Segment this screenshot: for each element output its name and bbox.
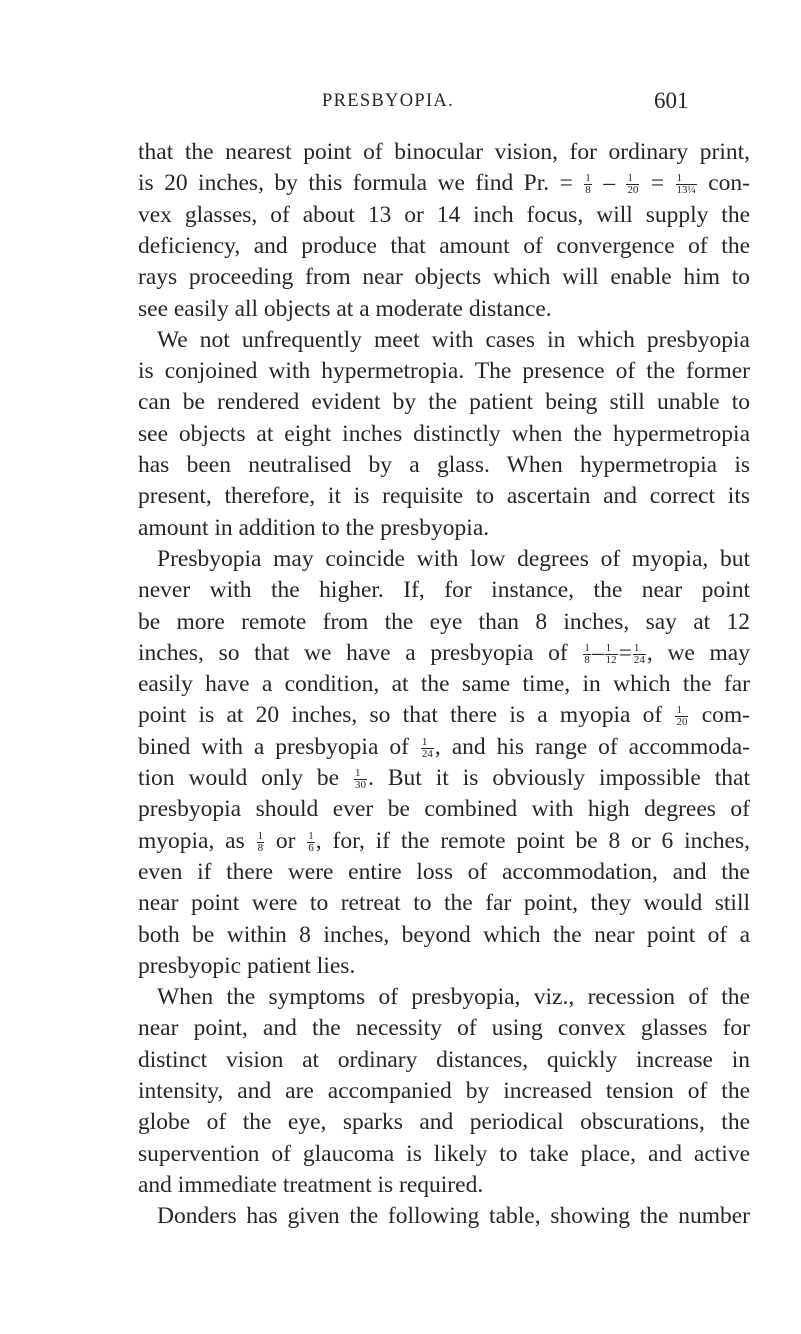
text-run: = bbox=[640, 170, 675, 196]
fraction-numerator: 1 bbox=[605, 643, 618, 655]
text-run: myopia, as bbox=[138, 828, 256, 854]
text-line: rays proceeding from near objects which will enable him to bbox=[138, 264, 750, 290]
fraction-denominator: 20 bbox=[676, 716, 688, 729]
fraction bbox=[354, 768, 367, 791]
fraction-numerator: 1 bbox=[308, 830, 314, 843]
text-run: . But it is obviously impossible that bbox=[368, 765, 750, 791]
text-line: and immediate treatment is required. bbox=[138, 1172, 484, 1198]
fraction bbox=[626, 173, 639, 196]
text-run: , for, if the remote point be 8 or 6 inches, bbox=[315, 828, 750, 854]
text-run: tion would only be bbox=[138, 765, 354, 791]
text-line: even if there were entire loss of accommodation, and the bbox=[138, 859, 750, 885]
fraction bbox=[583, 643, 591, 666]
fraction-denominator: 12 bbox=[605, 654, 617, 667]
fraction-numerator: 1 bbox=[633, 643, 646, 655]
page-number: 601 bbox=[654, 88, 689, 113]
fraction-denominator: 20 bbox=[627, 184, 639, 197]
fraction-numerator: 1 bbox=[675, 705, 688, 717]
text-line: is conjoined with hypermetropia. The presence of the former bbox=[138, 358, 750, 384]
fraction-denominator: 13¼ bbox=[676, 184, 696, 197]
text-line: near point were to retreat to the far point, they would still bbox=[138, 890, 750, 916]
fraction-numerator: 1 bbox=[585, 172, 591, 185]
fraction-denominator: 24 bbox=[633, 654, 645, 667]
text-line: present, therefore, it is requisite to ascertain and correct its bbox=[138, 483, 750, 509]
text-line: amount in addition to the presbyopia. bbox=[138, 515, 490, 541]
text-run: con- bbox=[697, 170, 750, 196]
fraction bbox=[633, 643, 646, 666]
text-run: is 20 inches, by this formula we find Pr. = bbox=[138, 170, 584, 196]
fraction-numerator: 1 bbox=[257, 830, 264, 843]
text-line bbox=[138, 827, 750, 855]
fraction-numerator: 1 bbox=[354, 768, 367, 780]
text-line: globe of the eye, sparks and periodical obscurations, the bbox=[138, 1109, 750, 1135]
text-run: , and his range of accommoda- bbox=[434, 734, 750, 760]
text-line: never with the higher. If, for instance, the near point bbox=[138, 577, 750, 603]
fraction-denominator: 30 bbox=[355, 779, 367, 792]
text-run: = bbox=[618, 640, 632, 666]
fraction bbox=[675, 705, 688, 728]
text-run: or bbox=[265, 828, 307, 854]
fraction bbox=[421, 737, 434, 760]
text-line bbox=[138, 639, 750, 667]
text-run: , we may bbox=[646, 640, 750, 666]
text-line: vex glasses, of about 13 or 14 inch focus, will supply the bbox=[138, 202, 750, 228]
fraction-denominator: 8 bbox=[257, 842, 264, 855]
fraction-denominator: 8 bbox=[585, 184, 591, 197]
text-line: be more remote from the eye than 8 inches, say at 12 bbox=[138, 609, 750, 635]
text-line: presbyopia should ever be combined with high degrees of bbox=[138, 796, 750, 822]
text-run: bined with a presbyopia of bbox=[138, 734, 420, 760]
text-line bbox=[138, 733, 750, 761]
fraction bbox=[676, 173, 697, 196]
text-line: presbyopic patient lies. bbox=[138, 953, 356, 979]
text-line: near point, and the necessity of using convex glasses for bbox=[138, 1015, 750, 1041]
fraction-denominator: 24 bbox=[421, 748, 433, 761]
fraction-numerator: 1 bbox=[676, 173, 697, 185]
text-line: distinct vision at ordinary distances, quickly increase in bbox=[138, 1047, 750, 1073]
fraction-numerator: 1 bbox=[584, 642, 590, 655]
running-head bbox=[0, 86, 801, 116]
fraction bbox=[584, 173, 592, 196]
text-run: com- bbox=[689, 702, 750, 728]
text-line: both be within 8 inches, beyond which the near point of a bbox=[138, 922, 750, 948]
text-line bbox=[138, 764, 750, 792]
text-line: deficiency, and produce that amount of convergence of the bbox=[138, 233, 750, 259]
fraction bbox=[307, 831, 315, 854]
text-line: has been neutralised by a glass. When hypermetropia is bbox=[138, 452, 750, 478]
text-line: intensity, and are accompanied by increased tension of the bbox=[138, 1078, 750, 1104]
text-line: Donders has given the following table, showing the number bbox=[157, 1203, 750, 1229]
text-line: that the nearest point of binocular vision, for ordinary print, bbox=[138, 139, 750, 165]
fraction bbox=[605, 643, 618, 666]
text-run: – bbox=[591, 640, 604, 666]
running-head-title: PRESBYOPIA. bbox=[322, 91, 455, 111]
text-line: Presbyopia may coincide with low degrees of myopia, but bbox=[157, 546, 750, 572]
fraction-numerator: 1 bbox=[626, 173, 639, 185]
text-line: easily have a condition, at the same time, in which the far bbox=[138, 671, 750, 697]
text-line bbox=[138, 169, 750, 197]
fraction bbox=[257, 831, 265, 854]
fraction-denominator: 8 bbox=[584, 654, 590, 667]
text-line: We not unfrequently meet with cases in which presbyopia bbox=[157, 327, 750, 353]
text-line bbox=[138, 701, 750, 729]
text-line: can be rendered evident by the patient being still unable to bbox=[138, 389, 750, 415]
fraction-numerator: 1 bbox=[421, 737, 434, 749]
text-line: see easily all objects at a moderate distance. bbox=[138, 296, 552, 322]
text-run: – bbox=[592, 170, 626, 196]
fraction-denominator: 6 bbox=[308, 842, 314, 855]
text-run: inches, so that we have a presbyopia of bbox=[138, 640, 583, 666]
text-run: point is at 20 inches, so that there is a myopia of bbox=[138, 702, 675, 728]
text-line: When the symptoms of presbyopia, viz., recession of the bbox=[157, 984, 750, 1010]
text-line: supervention of glaucoma is likely to take place, and active bbox=[138, 1141, 750, 1167]
text-line: see objects at eight inches distinctly when the hypermetropia bbox=[138, 421, 750, 447]
